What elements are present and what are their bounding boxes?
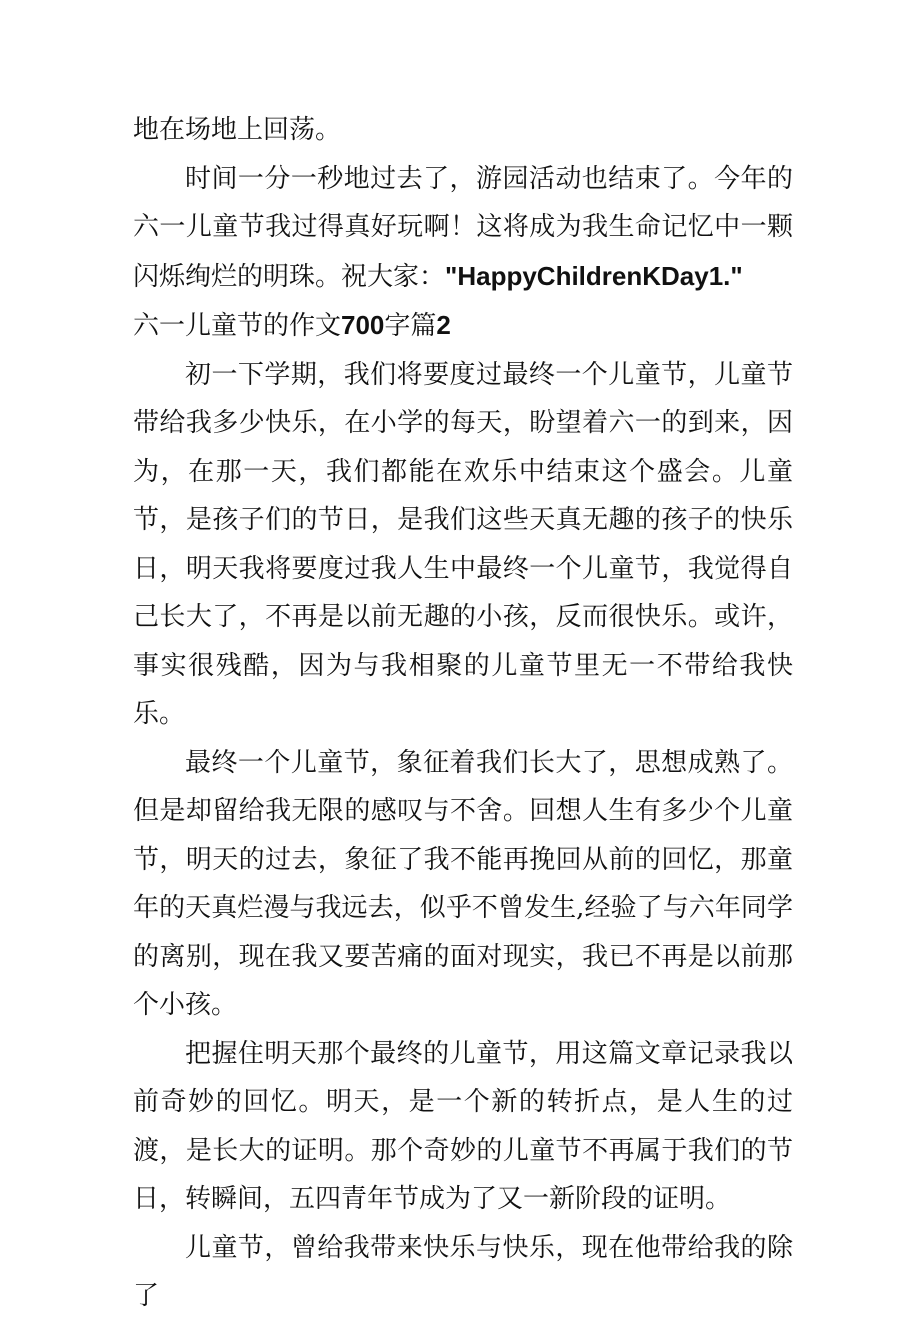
paragraph-body [133, 1224, 793, 1321]
document-body [133, 106, 793, 1321]
paragraph-text: 地在场地上回荡。 [133, 115, 342, 145]
section-heading [133, 301, 793, 351]
paragraph-text: 时间一分一秒地过去了，游园活动也结束了。今年的六一儿童节我过得真好玩啊！这将成为我生命记忆中一颗闪烁绚烂的明珠。祝大家： [133, 163, 793, 292]
english-greeting: "HappyChildrenKDay1." [445, 260, 743, 291]
heading-number: 700 [341, 310, 385, 340]
heading-mid: 字篇 [384, 311, 437, 341]
heading-prefix: 六一儿童节的作文 [133, 311, 342, 341]
paragraph-ending [133, 155, 793, 302]
paragraph-continuation [133, 106, 793, 155]
paragraph-text: 把握住明天那个最终的儿童节，用这篇文章记录我以前奇妙的回忆。明天，是一个新的转折点，是人生的过渡，是长大的证明。那个奇妙的儿童节不再属于我们的节日，转瞬间，五四青年节成为了又一新阶段的证明。 [133, 1038, 793, 1214]
paragraph-body [133, 351, 793, 739]
paragraph-body [133, 1030, 793, 1224]
paragraph-text: 儿童节，曾给我带来快乐与快乐，现在他带给我的除了 [133, 1232, 793, 1311]
paragraph-body [133, 739, 793, 1030]
heading-index: 2 [436, 310, 451, 340]
paragraph-text: 最终一个儿童节，象征着我们长大了，思想成熟了。但是却留给我无限的感叹与不舍。回想人生有多少个儿童节，明天的过去，象征了我不能再挽回从前的回忆，那童年的天真烂漫与我远去，似乎不曾发生,经验了与六年同学的离别，现在我又要苦痛的面对现实，我已不再是以前那个小孩。 [133, 747, 793, 1020]
paragraph-text: 初一下学期，我们将要度过最终一个儿童节，儿童节带给我多少快乐，在小学的每天，盼望着六一的到来，因为，在那一天，我们都能在欢乐中结束这个盛会。儿童节，是孩子们的节日，是我们这些天真无趣的孩子的快乐日，明天我将要度过我人生中最终一个儿童节，我觉得自己长大了，不再是以前无趣的小孩，反而很快乐。或许，事实很残酷，因为与我相聚的儿童节里无一不带给我快乐。 [133, 359, 793, 729]
